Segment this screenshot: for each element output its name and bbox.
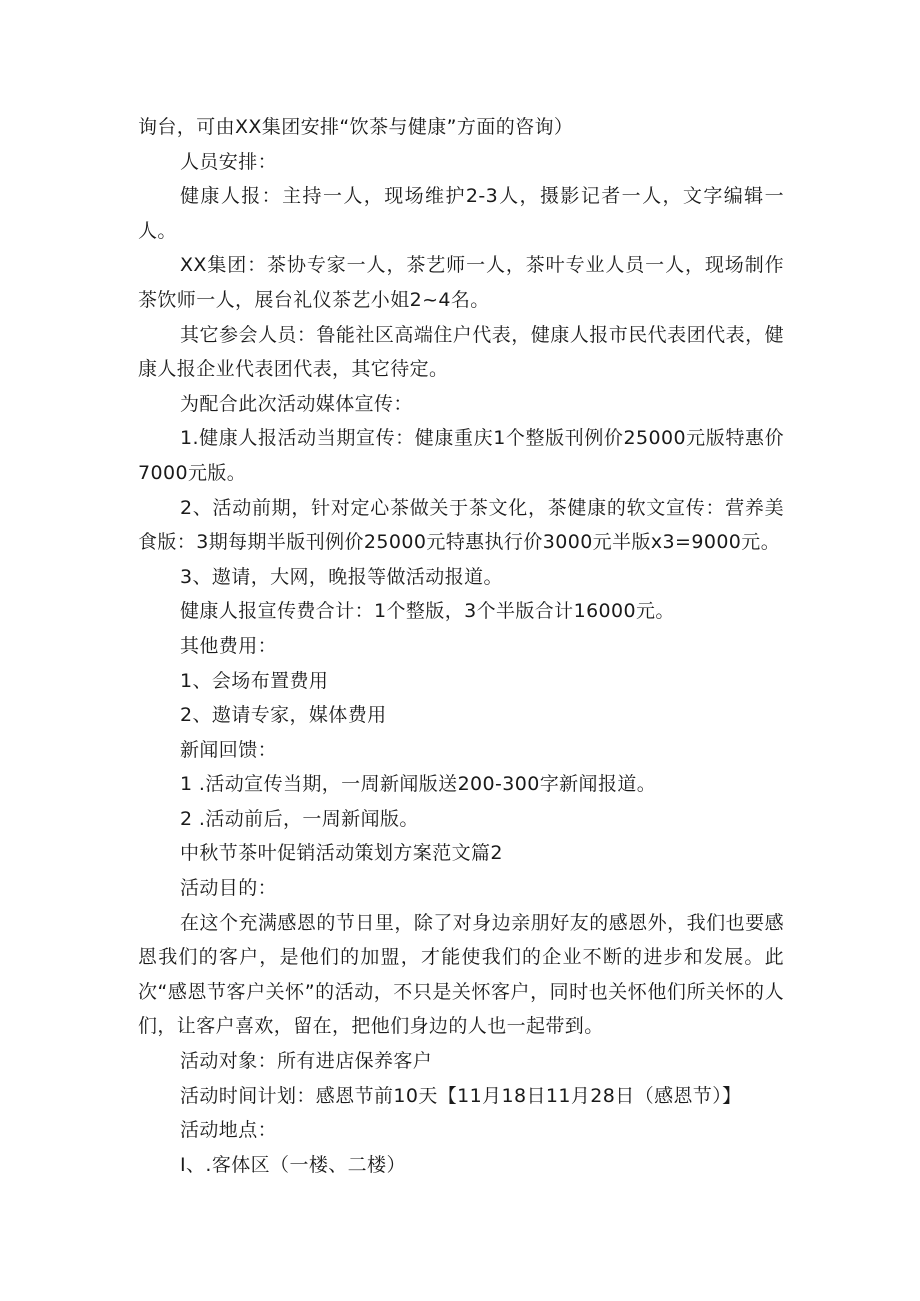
- paragraph-news-item-2: 2 .活动前后，一周新闻版。: [180, 807, 419, 830]
- paragraph-media-total: 健康人报宣传费合计：1个整版，3个半版合计16000元。: [180, 600, 675, 623]
- paragraph-audience: 活动对象：所有进店保养客户: [180, 1050, 433, 1073]
- paragraph-continuation: 询台，可由XX集团安排“饮茶与健康”方面的咨询）: [138, 116, 574, 138]
- paragraph-media-item-2: 2、活动前期，针对定心茶做关于茶文化，茶健康的软文宣传：营养美食版：3期每期半版刊例价25000元特惠执行价3000元半版x3=9000元。: [138, 496, 784, 554]
- paragraph-cost-item-1: 1、会场布置费用: [180, 669, 329, 692]
- paragraph-health-news-staff: 健康人报：主持一人，现场维护2-3人，摄影记者一人，文字编辑一人。: [138, 185, 784, 242]
- paragraph-group-staff: XX集团：茶协专家一人，茶艺师一人，茶叶专业人员一人，现场制作茶饮师一人，展台礼仪茶艺小姐2~4名。: [138, 254, 784, 311]
- paragraph-purpose-body: 在这个充满感恩的节日里，除了对身边亲朋好友的感恩外，我们也要感恩我们的客户，是他们的加盟，才能使我们的企业不断的进步和发展。此次“感恩节客户关怀”的活动，不只是关怀客户，同时也关怀他们所关怀的人们，让客户喜欢，留在，把他们身边的人也一起带到。: [138, 911, 784, 1038]
- paragraph-other-costs-heading: 其他费用：: [180, 634, 278, 657]
- document-page: [138, 110, 784, 1182]
- paragraph-purpose-heading: 活动目的：: [180, 877, 278, 900]
- paragraph-cost-item-2: 2、遨请专家，媒体费用: [180, 704, 387, 727]
- paragraph-media-item-1: 1.健康人报活动当期宣传：健康重庆1个整版刊例价25000元版特惠价7000元版。: [138, 427, 784, 484]
- section-title: 中秋节茶叶促销活动策划方案范文篇2: [180, 842, 503, 865]
- paragraph-other-attendees: 其它参会人员：鲁能社区高端住户代表，健康人报市民代表团代表，健康人报企业代表团代表，其它待定。: [138, 323, 784, 381]
- paragraph-media-item-3: 3、遨请，大网，晚报等做活动报道。: [180, 565, 503, 588]
- paragraph-schedule: 活动时间计划：感恩节前10天【11月18日11月28日（感恩节）】: [180, 1084, 742, 1107]
- paragraph-media-heading: 为配合此次活动媒体宣传：: [180, 392, 413, 415]
- paragraph-news-item-1: 1 .活动宣传当期，一周新闻版送200-300字新闻报道。: [180, 773, 657, 796]
- paragraph-staff-heading: 人员安排：: [180, 150, 278, 173]
- paragraph-location-heading: 活动地点：: [180, 1119, 278, 1142]
- paragraph-news-feedback-heading: 新闻回馈：: [180, 738, 278, 761]
- paragraph-location-item-1: I、.客体区（一楼、二楼）: [180, 1153, 406, 1176]
